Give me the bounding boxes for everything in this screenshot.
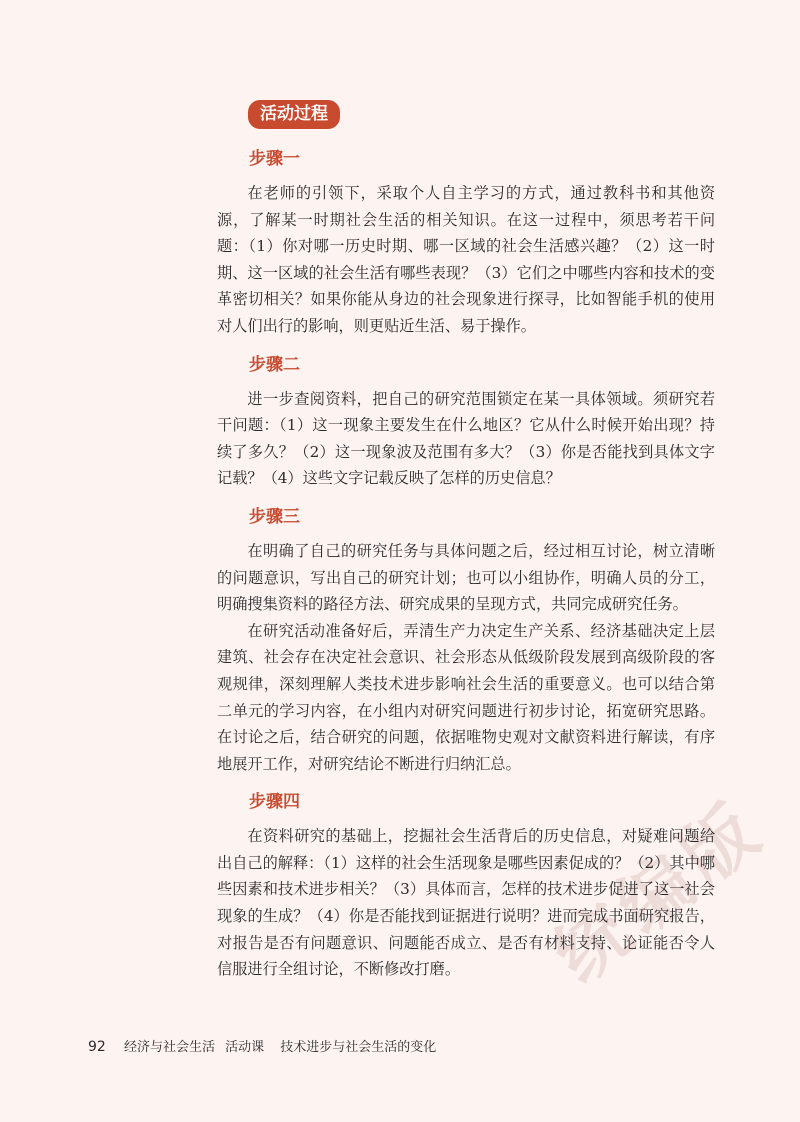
footer-course-label: 活动课 [225,1040,265,1055]
section-badge: 活动过程 [248,100,340,129]
page-footer [88,1038,436,1057]
page-number: 92 [88,1039,106,1055]
step-4-paragraph: 在资料研究的基础上，挖掘社会生活背后的历史信息，对疑难问题给出自己的解释：（1）这样的社会生活现象是哪些因素促成的？（2）其中哪些因素和技术进步相关？（3）具体而言，怎样的技术进步促进了这一社会现象的生成？（4）你是否能找到证据进行说明？进而完成书面研究报告，对报告是否有问题意识、问题能否成立、是否有材料支持、论证能否令人信服进行全组讨论，不断修改打磨。 [217,827,715,979]
step-2-paragraph: 进一步查阅资料，把自己的研究范围锁定在某一具体领域。须研究若干问题：（1）这一现象主要发生在什么地区？它从什么时候开始出现？持续了多久？（2）这一现象波及范围有多大？（3）你是否能找到具体文字记载？（4）这些文字记载反映了怎样的历史信息？ [217,389,715,488]
step-2-title: 步骤二 [249,354,300,375]
step-3-title: 步骤三 [249,506,300,527]
svg-text:统: 统 [538,888,647,999]
footer-topic: 技术进步与社会生活的变化 [280,1040,437,1055]
step-4-title: 步骤四 [249,792,300,813]
svg-text:版: 版 [664,789,773,901]
footer-book-title: 经济与社会生活 [123,1040,215,1055]
step-3-paragraph-2: 在研究活动准备好后，弄清生产力决定生产关系、经济基础决定上层建筑、社会存在决定社会意识、社会形态从低级阶段发展到高级阶段的客观规律，深刻理解人类技术进步影响社会生活的重要意义。也可以结合第二单元的学习内容，在小组内对研究问题进行初步讨论，拓宽研究思路。在讨论之后，结合研究的问题，依据唯物史观对文献资料进行解读，有序地展开工作，对研究结论不断进行归纳汇总。 [217,621,715,773]
main-content [217,148,715,983]
step-3-paragraph-1: 在明确了自己的研究任务与具体问题之后，经过相互讨论，树立清晰的问题意识，写出自己的研究计划；也可以小组协作，明确人员的分工，明确搜集资料的路径方法、研究成果的呈现方式，共同完成研究任务。 [217,541,715,614]
step-1-paragraph: 在老师的引领下，采取个人自主学习的方式，通过教科书和其他资源，了解某一时期社会生活的相关知识。在这一过程中，须思考若干问题：（1）你对哪一历史时期、哪一区域的社会生活感兴趣？（2）这一时期、这一区域的社会生活有哪些表现？（3）它们之中哪些内容和技术的变革密切相关？如果你能从身边的社会现象进行探寻，比如智能手机的使用对人们出行的影响，则更贴近生活、易于操作。 [217,184,715,335]
step-1-title: 步骤一 [249,149,300,169]
svg-text:编: 编 [601,838,710,950]
